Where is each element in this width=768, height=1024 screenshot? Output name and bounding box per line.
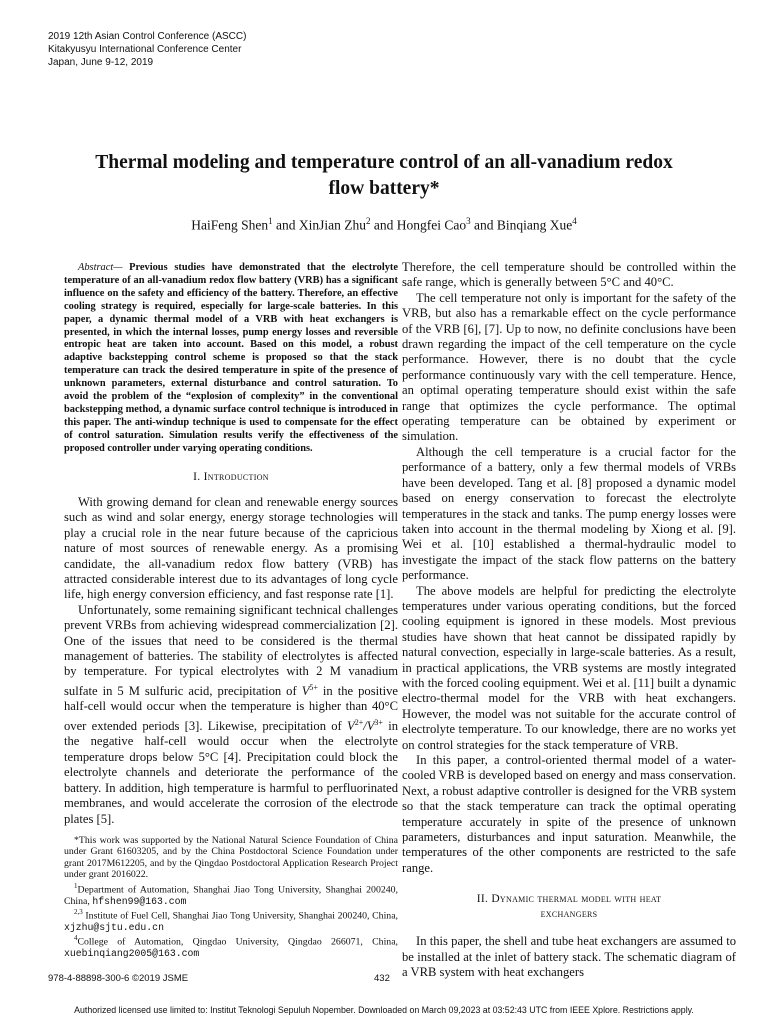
section-title: Introduction <box>203 470 269 483</box>
affiliation-footnote-1 <box>64 881 398 907</box>
author-affiliation-mark: 4 <box>572 216 577 226</box>
section-heading-thermal-model <box>402 892 736 922</box>
paragraph-text: Unfortunately, some remaining significant technical challenges prevent VRBs from achieving widespread commercialization [2]. One of the issues that need to be considered is the thermal management of batteries. The stability of electrolytes is affected by temperature. For typical electrolytes with 2 M vanadium sulfate in 5 M sulfuric acid, precipitation of <box>64 602 398 699</box>
author-name: and XinJian Zhu <box>272 217 367 233</box>
copyright-footer: 978-4-88898-300-6 ©2019 JSME <box>48 973 189 984</box>
math-v: V <box>301 684 310 699</box>
paragraph-text: in the negative half-cell would occur when the electrolyte temperature drops below 5°C [4]. Precipitation could block the electrolyte channels and deteriorate the performance of the battery. In addition, high temperature is harmful to perfluorinated membranes, and would accelerate the corrosion of the electrode plates [5]. <box>64 719 398 826</box>
affiliation-footnote-2 <box>64 907 398 933</box>
math-superscript: 2+ <box>354 717 364 727</box>
paper-title-line2: flow battery* <box>328 178 440 199</box>
body-paragraph: The cell temperature not only is important for the safety of the VRB, but also has a remarkable effect on the cycle performance of the VRB [6], [7]. Up to now, no definite conclusions have been drawn regarding the impact of the cell temperature on the cycle performance. However, there is no doubt that the cycle performance continuously vary with the cell temperature. Hence, an optimal operating temperature should exist within the safe range that optimizes the cycle performance. The optimal operating temperature can be obtained by experiment or simulation. <box>402 290 736 444</box>
author-name: and Hongfei Cao <box>370 217 467 233</box>
footnote-mark: 4 <box>74 934 78 943</box>
body-paragraph: In this paper, the shell and tube heat exchangers are assumed to be installed at the inlet of battery stack. The schematic diagram of a VRB system with heat exchangers <box>402 934 736 980</box>
section-number: II. <box>476 893 492 906</box>
section-title-line2: exchangers <box>540 908 598 921</box>
paragraph-text: in the positive half-cell would occur when the temperature is higher than 40°C over extended periods [3]. Likewise, precipitation of <box>64 684 398 734</box>
paper-title <box>40 150 728 202</box>
affiliation-footnote-3 <box>64 933 398 959</box>
abstract-text: Previous studies have demonstrated that the electrolyte temperature of an all-vanadium redox flow battery (VRB) has a significant influence on the safety and efficiency of the battery. Therefore, an effective cooling strategy is required, especially for large-scale batteries. In this paper, a dynamic thermal model of a VRB with heat exchangers is presented, in which the internal losses, pump energy losses and reversible entropic heat are taken into account. Based on this model, a robust adaptive backstepping control scheme is proposed so that the stack temperature can track the desired temperature in spite of the presence of unknown parameters, external disturbance and control saturation. To avoid the problem of the “explosion of complexity” in the conventional backstepping method, a dynamic surface control technique is introduced in this paper. The anti-windup technique is used to compensate for the effect of control saturation. Simulation results verify the effectiveness of the proposed controller under varying operating conditions. <box>64 262 398 454</box>
intro-paragraph-1: With growing demand for clean and renewable energy sources such as wind and solar energy, energy storage technologies will play a crucial role in the near future because of the capricious nature of most sources of renewable energy. As a promising candidate, the all-vanadium redox flow battery (VRB) has attracted considerable interest due to its advantages of long cycle life, high energy conversion efficiency, and fast response rate [1]. <box>64 495 398 602</box>
author-affiliation-mark: 2 <box>366 216 371 226</box>
author-name: HaiFeng Shen <box>191 217 269 233</box>
page-number: 432 <box>374 973 390 984</box>
body-paragraph-continued: Therefore, the cell temperature should be controlled within the safe range, which is generally between 5°C and 40°C. <box>402 260 736 290</box>
body-paragraph: Although the cell temperature is a crucial factor for the performance of a battery, only a few thermal models of VRBs have been developed. Tang et al. [8] proposed a dynamic model based on energy conservation to forecast the electrolyte temperatures in the stack and tanks. The pump energy losses were taken into account in the thermal modeling by Xiong et al. [9]. Wei et al. [10] established a thermal-hydraulic model to investigate the impact of the stack flow patterns on the battery performance. <box>402 444 736 583</box>
footnote-mark: 1 <box>74 881 78 890</box>
body-paragraph: The above models are helpful for predicting the electrolyte temperatures under various operating conditions, but the forced cooling equipment is ignored in these models. Most previous studies have shown that heat cannot be dissipated rapidly by natural convection, especially in large-scale batteries. As a result, in practical applications, the VRB systems are mostly integrated with the forced cooling equipment. Wei et al. [11] built a dynamic electro-thermal model for the VRB with heat exchangers. However, the model was not suitable for the accurate control of electrolyte temperature. To our knowledge, there are no works yet on control strategies for the stack temperature of VRB. <box>402 583 736 752</box>
author-email: xuebinqiang2005@163.com <box>64 948 200 960</box>
math-slash: / <box>363 719 367 734</box>
footnote-text: Institute of Fuel Cell, Shanghai Jiao Tong University, Shanghai 200240, China, <box>82 910 398 922</box>
right-column <box>402 260 736 980</box>
math-superscript: 3+ <box>374 717 383 727</box>
math-v: V <box>366 719 375 734</box>
author-affiliation-mark: 3 <box>466 216 471 226</box>
author-affiliation-mark: 1 <box>268 216 273 226</box>
conference-venue: Kitakyusyu International Conference Center <box>48 44 242 55</box>
section-title: Dynamic thermal model with heat <box>491 893 662 906</box>
section-heading-line1 <box>402 892 736 907</box>
body-paragraph: In this paper, a control-oriented thermal model of a water-cooled VRB is developed based on energy and mass conservation. Next, a robust adaptive controller is designed for the VRB system so that the stack temperature can track the optimal operating temperature accurately in spite of the presence of unknown parameters, disturbances and input saturation. Meanwhile, the temperatures of the other components are restricted to the safe range. <box>402 753 736 875</box>
author-email: hfshen99@163.com <box>92 895 187 907</box>
funding-footnote: *This work was supported by the National Natural Science Foundation of China under Grant 61603205, and by the China Postdoctoral Science Foundation under grant 2017M612205, and by the Qingdao Postdoctoral Application Research Project under grant 2016022. <box>64 834 398 881</box>
author-name: and Binqiang Xue <box>470 217 573 233</box>
math-superscript: 5+ <box>309 682 318 692</box>
section-number: I. <box>193 470 204 483</box>
footnote-text: College of Automation, Qingdao University, Qingdao 266071, China, <box>77 936 398 948</box>
conference-header <box>48 30 246 69</box>
license-notice: Authorized licensed use limited to: Institut Teknologi Sepuluh Nopember. Downloaded on March 09,2023 at 03:52:43 UTC from IEEE Xplore. Restrictions apply. <box>74 1005 694 1015</box>
author-list <box>40 216 728 234</box>
footnote-mark: 2,3 <box>74 908 83 917</box>
author-email: xjzhu@sjtu.edu.cn <box>64 921 164 933</box>
conference-date: Japan, June 9-12, 2019 <box>48 57 154 68</box>
abstract-dash: — <box>113 262 123 273</box>
abstract <box>64 262 398 456</box>
paper-title-line1: Thermal modeling and temperature control of an all-vanadium redox <box>95 152 673 173</box>
intro-paragraph-2 <box>64 603 398 827</box>
footnote-text: Department of Automation, Shanghai Jiao Tong University, Shanghai 200240, China, <box>64 884 398 907</box>
left-column <box>64 262 398 960</box>
footnotes <box>64 835 398 960</box>
math-v: V <box>347 719 355 734</box>
abstract-label: Abstract <box>78 262 114 273</box>
section-heading-introduction <box>64 470 398 485</box>
conference-name: 2019 12th Asian Control Conference (ASCC) <box>48 31 247 42</box>
